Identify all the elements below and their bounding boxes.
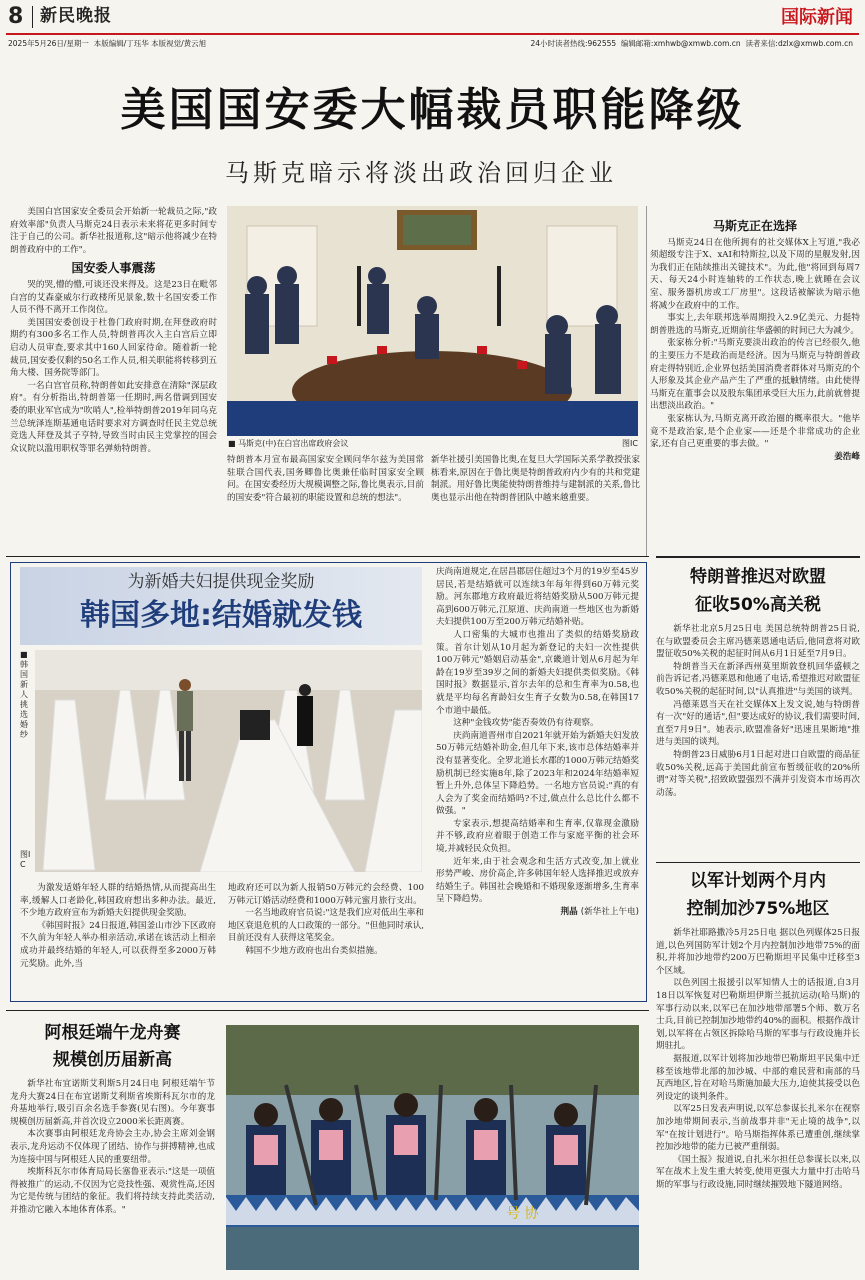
gaza-paragraph: 以军25日发表声明说,以军总参谋长扎米尔在视察加沙地带期间表示,当前战事并非"无止境的战争",以军"在按计划进行"。哈马斯指挥体系已遭重创,继续掌控加沙地带的能力已被严重削弱。: [656, 1104, 860, 1153]
cabinet-meeting-image: [227, 206, 638, 436]
boat-headline-2: 规模创历届新高: [53, 1050, 172, 1070]
tariff-paragraph: 新华社北京5月25日电 美国总统特朗普25日说,在与欧盟委员会主席冯德莱恩通电话后,他同意将对欧盟征收50%关税的起征时间从6月1日延至7月9日。: [656, 624, 860, 660]
wedding-dress-image: [35, 650, 422, 872]
lead-column-4: [650, 206, 860, 463]
boat-photo: [226, 1025, 639, 1270]
boat-body: [10, 1078, 215, 1274]
contact-line: [530, 38, 853, 50]
lead-subtitle-2: 马斯克正在选择: [712, 219, 797, 233]
korea-headline: 韩国多地:结婚就发钱: [80, 598, 362, 633]
tariff-paragraph: 冯德莱恩当天在社交媒体X上发文说,她与特朗普有一次"好的通话",但"要达成好的协议,我们需要时间,直至7月9日"。她表示,欧盟准备好"迅速且果断地"推进与美国的谈判。: [656, 699, 860, 748]
lead-headline: 美国国安委大幅裁员职能降级: [120, 83, 745, 136]
boat-headline-1: 阿根廷端午龙舟赛: [44, 1023, 181, 1043]
gaza-paragraph: 以色列国土报援引以军知情人士的话报道,自3月18日以军恢复对巴勒斯坦伊斯兰抵抗运动(哈马斯)的军事行动以来,以军已在加沙地带部署5个师、数万名士兵,目前已控制加沙地带约40%的面积。根据作战计划,以军将在占领区拆除哈马斯的军事与行政设施并长期驻扎。: [656, 978, 860, 1052]
dragon-boat-image: [226, 1025, 639, 1270]
lead-paragraph: 新华社援引美国鲁比奥,在复旦大学国际关系学教授张家栋看来,原因在于鲁比奥是特朗普政府内少有的共和党建制派。用好鲁比奥能使特朗普维持与建制派的关系,鲁比奥也显示出他在特朗普团队中越来越重要。: [431, 455, 640, 503]
korea-paragraph: 人口密集的大城市也推出了类似的结婚奖励政策。首尔计划从10月起为新登记的夫妇一次性提供100万韩元"婚姻启动基金",京畿道计划从6月起为年龄在19岁至39岁之间的新婚夫妇提供类似奖励。《韩国时报》数据显示,首尔去年的总和生育率为0.58,也就是平均每名育龄妇女生育子女数为0.58,在韩国17个市道中最低。: [436, 629, 639, 716]
editor-email[interactable]: 编辑邮箱:xmhwb@xmwb.com.cn: [620, 39, 741, 48]
lead-paragraph: 特朗普本月宣布最高国家安全顾问华尔兹为美国常驻联合国代表,国务卿鲁比奥兼任临时国家安全顾问。在国安委经历大规模调整之际,鲁比奥表示,目前的国安委"符合最初的职能设置和总统的想法"。: [227, 455, 424, 503]
author-note: (新华社上午电): [580, 907, 639, 918]
reader-email[interactable]: 读者来信:dzlx@xmwb.com.cn: [745, 39, 853, 48]
korea-paragraph: 一名当地政府官员说:"这是我们应对低出生率和地区衰退危机的人口政策的一部分。"但他同时承认,目前还没有人获得这笔奖金。: [228, 908, 424, 944]
lead-paragraph: 张家栋认为,马斯克离开政治圈的概率很大。"他毕竟不是政治家,是个企业家——还是个非常成功的企业家,还有自己更重要的事去做。": [650, 413, 860, 450]
korea-photo-credit: 图IC: [20, 850, 31, 869]
korea-kicker: 为新婚夫妇提供现金奖励: [127, 572, 315, 592]
page-number: 8: [8, 4, 24, 29]
lead-paragraph: 美国国安委创设于杜鲁门政府时期,在拜登政府时期约有300多名工作人员,特朗普再次入主白宫后立即启动人员审查,要求其中160人回家待命。随着新一轮裁员,国安委仅剩约50名工作人员,相关职能将转移到五角大楼、国务院等部门。: [10, 317, 217, 379]
lead-column-1: [10, 206, 217, 532]
tariff-paragraph: 特朗普当天在新泽西州莫里斯敦登机回华盛顿之前告诉记者,冯德莱恩和他通了电话,希望推迟对欧盟征收50%关税的起征时间,以"认真推进"与美国的谈判。: [656, 661, 860, 697]
korea-photo: [35, 650, 422, 872]
korea-paragraph: 韩国不少地方政府也出台类似措施。: [245, 945, 383, 956]
gaza-headline-1: 以军计划两个月内: [690, 871, 826, 891]
lead-paragraph: 哭的哭,懵的懵,可谈还没来得及。这是23日在毗邻白宫的艾森豪威尔行政楼所见景象,数十名国安委工作人员不得不离开工作岗位。: [10, 279, 217, 316]
editors: 本版编辑/丁珏华 本版视觉/黄云旭: [93, 39, 207, 48]
gaza-paragraph: 《国土报》报道说,自扎米尔担任总参谋长以来,以军在战术上发生重大转变,使用更强大力量中打击哈马斯的军事与行政设施,同时继续摧毁地下隧道网络。: [656, 1154, 860, 1190]
lead-subhead: 马斯克暗示将淡出政治回归企业: [225, 159, 617, 187]
date-line: [8, 38, 206, 50]
gaza-paragraph: 新华社耶路撒冷5月25日电 据以色列媒体25日报道,以色列国防军计划2个月内控制加沙地带75%的面积,并将加沙地带约200万巴勒斯坦平民集中迁移至3个区域。: [656, 928, 860, 976]
gaza-body: [656, 927, 860, 1273]
lead-column-3: [431, 454, 640, 504]
korea-paragraph: 庆尚南道晋州市自2021年就开始为新婚夫妇发放50万韩元结婚补助金,但几年下来,该市总体结婚率并没有显著变化。全罗北道长水郡的1000万韩元结婚奖励机制已经实施8年,除了2023年和2024年结婚率短暂上升外,总体呈下降趋势。一名地方官员说:"真的有人会为了奖金而结婚吗?不过,做点什么总比什么都不做强。": [436, 730, 639, 817]
tariff-body: [656, 623, 860, 799]
lead-photo-caption: [228, 438, 638, 450]
korea-paragraph: 庆尚南道规定,在居昌郡居住超过3个月的19岁至45岁居民,若是结婚就可以连续3年每年得到60万韩元奖励。河东郡地方政府最近将结婚奖励从500万韩元提高到600万韩元,江原道、庆尚南道一些地区也为新婚夫妇提供100万至200万韩元结婚补贴。: [436, 567, 639, 628]
korea-photo-caption: [20, 650, 31, 740]
korea-column-1: [20, 882, 216, 970]
tariff-headline-2: 征收50%高关税: [695, 595, 821, 615]
korea-paragraph: 这种"金钱攻势"能否奏效仍有待观察。: [453, 718, 599, 729]
caption-text: 马斯克(中)在白宫出席政府会议: [238, 439, 349, 448]
korea-column-2: [228, 882, 424, 958]
lead-paragraph: 马斯克24日在他所拥有的社交媒体X上写道,"我必须超级专注于X、xAI和特斯拉,以及下周的星舰发射,因为我们正在陆续推出关键技术"。为此,他"将回到每周7天、每天24小时连轴转的工作状态,晚上就睡在会议室、服务器机房或工厂房里"。这段话被解读为暗示他将减少在政府中的工作。: [650, 237, 860, 311]
photo-credit: 图IC: [622, 439, 638, 448]
tariff-paragraph: 特朗普23日威胁6月1日起对进口自欧盟的商品征收50%关税,远高于美国此前宣布暂缓征收的20%所谓"对等关税",招致欧盟强烈不满并引发资本市场再次动荡。: [656, 749, 860, 798]
paper-logo: 新民晚报: [40, 6, 112, 26]
korea-paragraph: 近年来,由于社会观念和生活方式改变,加上就业形势严峻、房价高企,许多韩国年轻人选择推迟或放弃结婚生子。韩国社会晚婚和不婚现象逐渐增多,生育率呈下降趋势。: [436, 856, 639, 905]
gaza-headline-2: 控制加沙75%地区: [686, 899, 830, 919]
lead-subtitle-1: 国安委人事震荡: [71, 261, 156, 276]
lead-paragraph: 美国白宫国家安全委员会开始新一轮裁员之际,"政府效率部"负责人马斯克24日表示未来将花更多时间专注于自己的公司。新华社报道称,这"暗示他将减少在特朗普政府中的工作"。: [10, 207, 217, 255]
lead-paragraph: 一名白宫官员称,特朗普如此安排意在清除"深层政府"。有分析指出,特朗普第一任期时,两名借调到国安委的职业军官成为"吹哨人",检举特朗普2019年同乌克兰总统泽连斯基通电话时要求对方调查时任民主党总统竞选人拜登及其子亨特,导致当时由民主党掌控的国会众议院以滥用职权等罪名弹劾特朗普。: [10, 380, 217, 454]
lead-column-2: [227, 454, 424, 504]
korea-paragraph: 《韩国时报》24日报道,韩国釜山市沙下区政府不久前为年轻人举办相亲活动,承诺在该活动上相亲成功并最终结婚的年轻人,可以获得至多2000万韩元奖励。此外,当: [20, 920, 216, 969]
korea-paragraph: 为激发适婚年轻人群的结婚热情,从而提高出生率,缓解人口老龄化,韩国政府想出多种办法。最近,不少地方政府宣布为新婚夫妇提供现金奖励。: [20, 883, 216, 919]
lead-paragraph: 事实上,去年联邦选举周期投入2.9亿美元、力挺特朗普胜选的马斯克,近期前往华盛顿的时间已大为减少。: [650, 313, 860, 336]
korea-paragraph: 专家表示,想提高结婚率和生育率,仅靠现金激励并不够,政府应着眼于创造工作与家庭平衡的社会环境,并减轻民众负担。: [436, 818, 639, 855]
boat-paragraph: 新华社布宜诺斯艾利斯5月24日电 阿根廷端午节龙舟大赛24日在布宜诺斯艾利斯省埃斯科瓦尔市的龙舟基地举行,吸引百余名选手参赛(见右图)。今年赛事规模创历届新高,并首次设立2000米长距离赛。: [10, 1079, 215, 1127]
caption-marker: ■: [20, 650, 28, 659]
boat-lettering: 号 协: [506, 1206, 539, 1222]
lead-paragraph: 张家栋分析:"马斯克要淡出政治的传言已经很久,他的主要压力不是政治而是经济。因为马斯克与特朗普政府走得特别近,企业界包括美国消费者群体对马斯克的个人形象及其企业产品产生了严重的抵触情绪。由此使得马斯克在董事会以及股东集团承受巨大压力,此前就曾提出想淡出政治。": [650, 338, 860, 412]
gaza-paragraph: 据报道,以军计划将加沙地带巴勒斯坦平民集中迁移至该地带北部的加沙城、中部的难民营和南部的马瓦西地区,旨在对哈马斯施加最大压力,迫使其接受以色列设定的谈判条件。: [656, 1053, 860, 1102]
date: 2025年5月26日/星期一: [8, 39, 89, 48]
lead-author: 姜浩峰: [834, 451, 860, 462]
section-name: 国际新闻: [781, 7, 853, 28]
korea-column-3: [436, 566, 639, 919]
lead-photo: [227, 206, 638, 436]
boat-paragraph: 本次赛事由阿根廷龙舟协会主办,协会主席刘金钢表示,龙舟运动不仅体现了团结、协作与拼搏精神,也成为连接中国与阿根廷人民的重要纽带。: [10, 1129, 215, 1165]
caption-marker: ■: [228, 439, 239, 448]
hotline: 24小时读者热线:962555: [530, 39, 617, 48]
tariff-headline-1: 特朗普推迟对欧盟: [690, 567, 826, 587]
author-name: 荆晶: [560, 907, 578, 918]
boat-paragraph: 埃斯科瓦尔市体育局局长塞鲁亚表示:"这是一项值得被推广的运动,不仅因为它竞技性强、观赏性高,还因为它是传统与团结的象征。我们将持续支持此类活动,并推动它融入本地体育体系。": [10, 1167, 215, 1215]
korea-author: [436, 906, 639, 919]
caption-text: 韩国新人挑选婚纱: [20, 660, 28, 739]
korea-paragraph: 地政府还可以为新人报销50万韩元约会经费、100万韩元订婚活动经费和1000万韩元蜜月旅行支出。: [228, 883, 424, 906]
